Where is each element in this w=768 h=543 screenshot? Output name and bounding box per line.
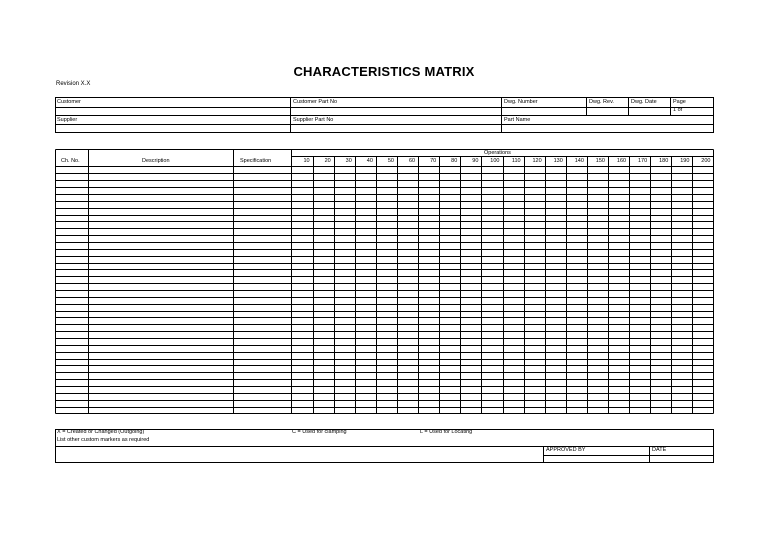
operation-header-100: 100 [490, 158, 500, 164]
legend-l: L = Used for Locating [420, 429, 473, 435]
operation-header-150: 150 [595, 158, 605, 164]
part-name-label: Part Name [504, 117, 531, 123]
legend-x: X = Created or Changed (Outgoing) [57, 429, 145, 435]
footer-divider [543, 446, 544, 463]
operation-header-10: 10 [303, 158, 310, 164]
operation-header-40: 40 [366, 158, 373, 164]
date-label: DATE [652, 447, 667, 453]
dwg-rev-label: Dwg. Rev. [589, 99, 614, 105]
operation-header-130: 130 [553, 158, 563, 164]
operation-header-170: 170 [638, 158, 648, 164]
operation-header-90: 90 [472, 158, 479, 164]
operations-label: Operations [484, 150, 511, 156]
col-header-ch-no: Ch. No. [61, 158, 80, 164]
operation-header-120: 120 [532, 158, 542, 164]
approved-by-label: APPROVED BY [546, 447, 586, 453]
footer-divider [55, 446, 714, 447]
col-header-specification: Specification [240, 158, 272, 164]
legend-c: C = Used for clamping [292, 429, 347, 435]
operation-header-190: 190 [680, 158, 690, 164]
operation-header-80: 80 [451, 158, 458, 164]
page-label: Page [673, 99, 686, 105]
operation-header-180: 180 [659, 158, 669, 164]
customer-label: Customer [57, 99, 81, 105]
supplier-part-no-label: Supplier Part No [293, 117, 334, 123]
footer-divider [543, 455, 714, 456]
col-header-description: Description [142, 158, 170, 164]
dwg-number-label: Dwg. Number [504, 99, 538, 105]
operation-header-140: 140 [574, 158, 584, 164]
operation-header-110: 110 [511, 158, 521, 164]
operation-header-70: 70 [430, 158, 437, 164]
revision-label: Revision X.X [56, 81, 91, 87]
footer-divider [649, 446, 650, 463]
operation-header-160: 160 [616, 158, 627, 164]
operation-header-60: 60 [408, 158, 416, 164]
page-of-label: 1 of [673, 107, 683, 113]
legend-custom: List other custom markers as required [57, 437, 150, 443]
customer-part-no-label: Customer Part No [293, 99, 338, 105]
operation-header-50: 50 [387, 158, 394, 164]
page-title: CHARACTERISTICS MATRIX [293, 64, 475, 79]
operation-header-30: 30 [345, 158, 352, 164]
operation-header-200: 200 [701, 158, 711, 164]
operation-header-20: 20 [324, 158, 331, 164]
dwg-date-label: Dwg. Date [631, 99, 657, 105]
supplier-label: Supplier [57, 117, 78, 123]
